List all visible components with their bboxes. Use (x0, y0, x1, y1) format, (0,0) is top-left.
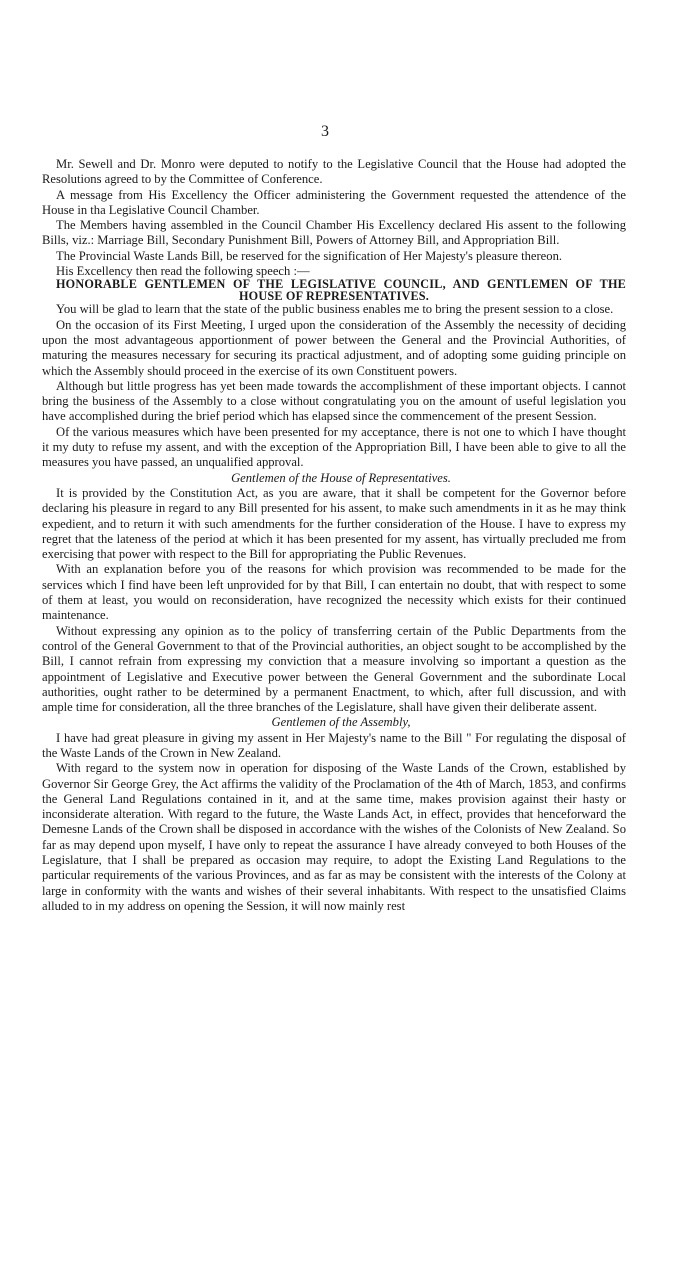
speech-heading: HONORABLE GENTLEMEN OF THE LEGISLATIVE COUNCIL, AND GENTLEMEN OF THE HOUSE OF REPRESENTATIVES. (56, 277, 626, 303)
paragraph: The Provincial Waste Lands Bill, be reserved for the signification of Her Majesty's pleasure thereon. (56, 248, 563, 263)
paragraph: Of the various measures which have been presented for my acceptance, there is not one to which I have thought it my duty to refuse my assent, and with the exception of the Appropriation Bill, I have been able to give to all the measures you have passed, an unqualified approval. (42, 424, 626, 470)
page-number: 3 (321, 123, 329, 140)
paragraph: Mr. Sewell and Dr. Monro were deputed to notify to the Legislative Council that the House had adopted the Resolutions agreed to by the Committee of Conference. (42, 157, 626, 187)
body-text (42, 157, 626, 914)
paragraph: The Members having assembled in the Council Chamber His Excellency declared His assent to the following Bills, viz.: Marriage Bill, Secondary Punishment Bill, Powers of Attorney Bill, and Appropriation Bill. (42, 218, 626, 248)
subheading-assembly: Gentlemen of the Assembly, (271, 715, 411, 730)
subheading-representatives: Gentlemen of the House of Representatives. (231, 470, 451, 485)
paragraph: You will be glad to learn that the state of the public business enables me to bring the present session to a close. (56, 302, 614, 317)
paragraph: A message from His Excellency the Officer administering the Government requested the attendence of the House in tha Legislative Council Chamber. (42, 187, 626, 217)
paragraph: His Excellency then read the following speech :— (56, 264, 310, 279)
paragraph: With an explanation before you of the reasons for which provision was recommended to be made for the services which I find have been left unprovided for by that Bill, I can entertain no doubt, that with respect to some of them at least, you would on reconsideration, have recognized the necessity which exists for their continued maintenance. (42, 562, 626, 623)
paragraph: With regard to the system now in operation for disposing of the Waste Lands of the Crown, established by Governor Sir George Grey, the Act affirms the validity of the Proclamation of the 4th of March, 1853, and confirms the General Land Regulations contained in it, and at the same time, makes provision against their hasty or inconsiderate alteration. With regard to the future, the Waste Lands Act, in effect, provides that henceforward the Demesne Lands of the Crown shall be disposed in accordance with the wishes of the Colonists of New Zealand. So far as may depend upon myself, I have only to repeat the assurance I have already conveyed to both Houses of the Legislature, that I shall be prepared as occasion may require, to adopt the Existing Land Regulations to the particular requirements of the various Provinces, and as far as may be consistent with the interests of the Colony at large in conformity with the wants and wishes of their several inhabitants. With respect to the unsatisfied Claims alluded to in my address on opening the Session, it will now mainly rest (42, 761, 626, 913)
paragraph: I have had great pleasure in giving my assent in Her Majesty's name to the Bill " For regulating the disposal of the Waste Lands of the Crown in New Zealand. (42, 730, 626, 760)
paragraph: Although but little progress has yet been made towards the accomplishment of these important objects. I cannot bring the business of the Assembly to a close without congratulating you on the amount of useful legislation you have accomplished during the brief period which has elapsed since the commencement of the present Session. (42, 378, 626, 424)
paragraph: On the occasion of its First Meeting, I urged upon the consideration of the Assembly the necessity of deciding upon the most advantageous apportionment of power between the General and the Provincial Authorities, of maturing the measures necessary for securing its practical adjustment, and of adopting some guiding principle on which the Assembly should proceed in the exercise of its own Constituent powers. (42, 317, 626, 378)
paragraph: It is provided by the Constitution Act, as you are aware, that it shall be competent for the Governor before declaring his pleasure in regard to any Bill presented for his assent, to make such amendments in it as he may think expedient, and to return it with such amendments for the further consideration of the House. I have to express my regret that the lateness of the period at which it has been presented for my assent, has virtually precluded me from exercising that power with respect to the Bill for appropriating the Public Revenues. (42, 485, 626, 562)
paragraph: Without expressing any opinion as to the policy of transferring certain of the Public Departments from the control of the General Government to that of the Provincial authorities, an object sought to be accomplished by the Bill, I cannot refrain from expressing my conviction that a measure involving so important a question as the appointment of Legislative and Executive power between the General Government and the subordinate Local authorities, ought rather to be determined by a permanent Enactment, to which, after full discussion, and with ample time for consideration, all the three branches of the Legislature, shall have given their deliberate assent. (42, 623, 626, 715)
